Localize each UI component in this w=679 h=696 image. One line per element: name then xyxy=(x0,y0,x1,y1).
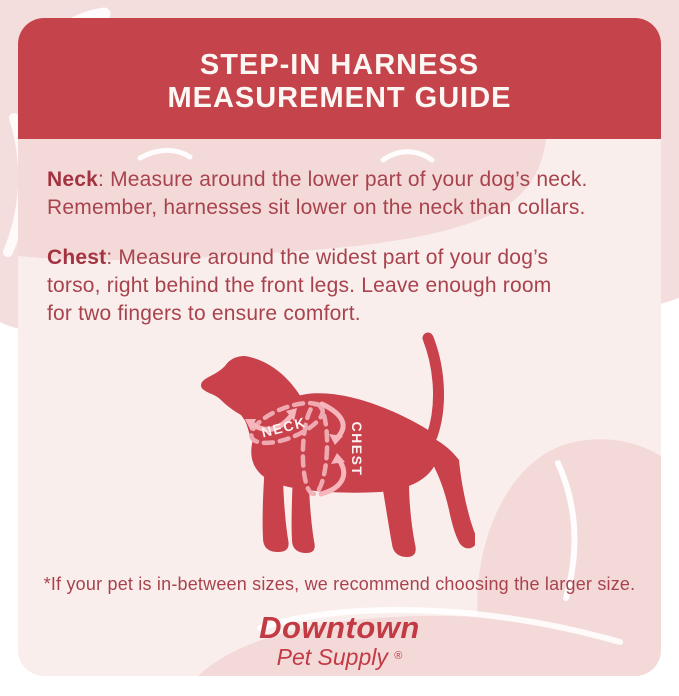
neck-diagram-label: NECK xyxy=(259,413,308,441)
measurement-card xyxy=(18,18,661,676)
logo-brand-name: Downtown xyxy=(259,610,420,645)
chest-text-line2: torso, right behind the front legs. Leave enough room xyxy=(47,274,552,297)
footnote: *If your pet is in-between sizes, we recommend choosing the larger size. xyxy=(43,574,636,594)
neck-text-line1: : Measure around the lower part of your dog’s neck. xyxy=(98,168,588,191)
chest-text-line3: for two fingers to ensure comfort. xyxy=(47,302,361,325)
instruction-neck xyxy=(47,166,588,222)
dog-silhouette xyxy=(201,338,475,557)
neck-term: Neck xyxy=(47,168,99,191)
neck-text-line2: Remember, harnesses sit lower on the neck than collars. xyxy=(47,196,586,219)
registered-mark: ® xyxy=(394,650,403,662)
dog-measurement-diagram xyxy=(185,332,475,564)
instructions-block xyxy=(47,166,588,328)
instruction-chest xyxy=(47,244,588,328)
card-header xyxy=(18,18,661,139)
page-title-line1: STEP-IN HARNESS xyxy=(199,48,480,81)
logo-subbrand: Pet Supply ® xyxy=(276,644,403,670)
chest-term: Chest xyxy=(47,246,107,269)
brand-logo xyxy=(18,612,661,670)
chest-text-line1: : Measure around the widest part of your dog’s xyxy=(106,246,549,269)
page-title-line2: MEASUREMENT GUIDE xyxy=(167,81,512,114)
chest-diagram-label: CHEST xyxy=(349,421,365,477)
